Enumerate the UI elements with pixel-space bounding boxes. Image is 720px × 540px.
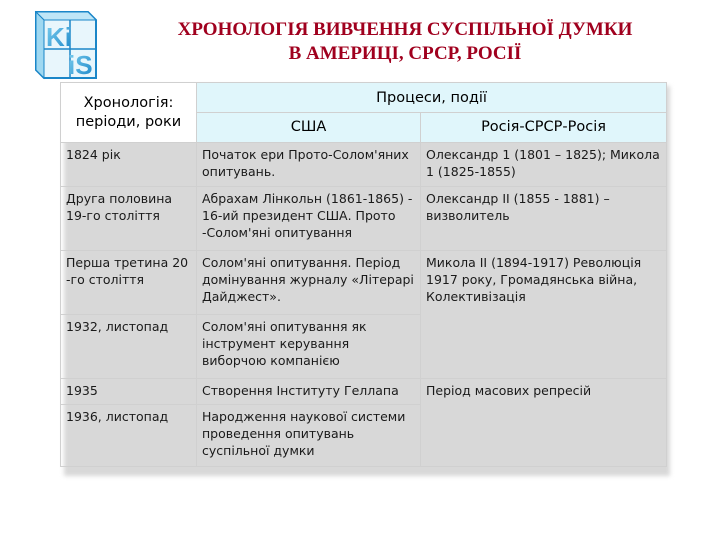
- usa-cell: Абрахам Лінкольн (1861-1865) - 16-ий президент США. Прото -Солом'яні опитування: [197, 187, 421, 251]
- table-row: [61, 187, 667, 251]
- svg-text:iS: iS: [68, 50, 93, 80]
- svg-text:Ki: Ki: [46, 22, 72, 52]
- russia-cell: Олександр 1 (1801 – 1825); Микола 1 (1825-1855): [421, 143, 667, 187]
- header-usa: США: [197, 113, 421, 143]
- table-row: [61, 143, 667, 187]
- period-cell: Перша третина 20 -го століття: [61, 251, 197, 315]
- usa-cell: Створення Інституту Геллапа: [197, 379, 421, 405]
- table-row: [61, 379, 667, 405]
- header-chronology: Хронологія: періоди, роки: [61, 83, 197, 143]
- title-line-2: В АМЕРИЦІ, СРСР, РОСІЇ: [288, 43, 522, 64]
- russia-cell: Микола II (1894-1917) Революція 1917 року, Громадянська війна, Колективізація: [421, 251, 667, 379]
- usa-cell: Солом'яні опитування. Період домінування журналу «Літерарі Дайджест».: [197, 251, 421, 315]
- header-russia: Росія-СРСР-Росія: [421, 113, 667, 143]
- period-cell: 1935: [61, 379, 197, 405]
- title-line-1: ХРОНОЛОГІЯ ВИВЧЕННЯ СУСПІЛЬНОЇ ДУМКИ: [177, 19, 633, 40]
- usa-cell: Початок ери Прото-Солом'яних опитувань.: [197, 143, 421, 187]
- russia-cell: Олександр II (1855 - 1881) – визволитель: [421, 187, 667, 251]
- usa-cell: Солом'яні опитування як інструмент керування виборчою компанією: [197, 315, 421, 379]
- period-cell: 1932, листопад: [61, 315, 197, 379]
- period-cell: 1936, листопад: [61, 405, 197, 467]
- usa-cell: Народження наукової системи проведення опитувань суспільної думки: [197, 405, 421, 467]
- period-cell: Друга половина 19-го століття: [61, 187, 197, 251]
- page-title: [110, 18, 700, 66]
- table-row: [61, 251, 667, 315]
- header-processes: Процеси, події: [197, 83, 667, 113]
- russia-cell: Період масових репресій: [421, 379, 667, 467]
- period-cell: 1824 рік: [61, 143, 197, 187]
- kis-logo: [22, 6, 102, 84]
- chronology-table: [60, 82, 667, 467]
